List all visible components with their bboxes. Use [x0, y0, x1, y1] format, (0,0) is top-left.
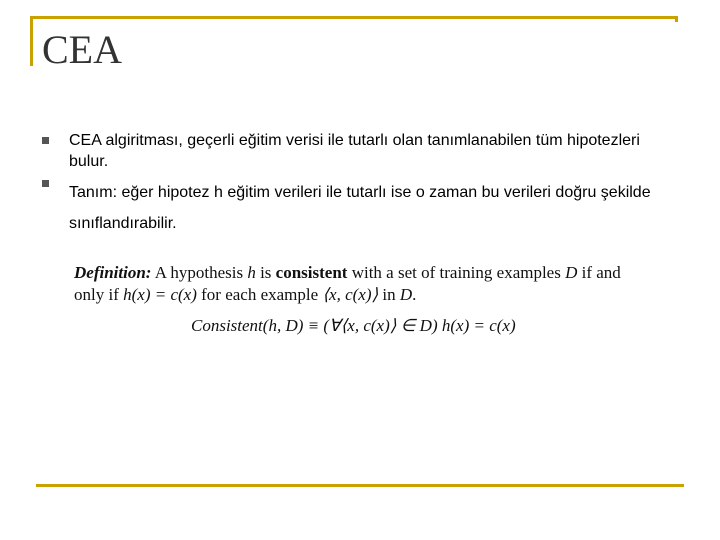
- definition-text: if and: [577, 263, 621, 282]
- formula-text: Consistent(h, D) ≡ (∀⟨x, c(x)⟩ ∈ D) h(x) = c(x): [191, 316, 516, 335]
- definition-line-2: [74, 284, 654, 306]
- bullet-list: [40, 130, 680, 239]
- definition-text: is: [255, 263, 276, 282]
- frame-top-line: [30, 16, 678, 19]
- definition-keyword: consistent: [275, 263, 348, 282]
- definition-text: .: [412, 285, 417, 304]
- definition-text: for each example: [196, 285, 323, 304]
- definition-text: in: [378, 285, 400, 304]
- definition-text: A hypothesis: [151, 263, 248, 282]
- bullet-text: CEA algiritması, geçerli eğitim verisi ile tutarlı olan tanımlanabilen tüm hipotezleri bulur.: [69, 132, 640, 170]
- bullet-item: [40, 130, 680, 172]
- variable-d: D: [565, 263, 578, 282]
- condition-expression: h(x) = c(x): [123, 285, 197, 304]
- square-bullet-icon: [42, 137, 49, 144]
- slide-title: CEA: [42, 27, 122, 72]
- bullet-item: [40, 177, 680, 239]
- frame-bottom-line: [36, 484, 684, 487]
- frame-left-line: [30, 16, 33, 66]
- variable-h: h: [247, 263, 256, 282]
- definition-text: with a set of training examples: [347, 263, 566, 282]
- definition-image: [74, 262, 654, 337]
- square-bullet-icon: [42, 180, 49, 187]
- consistency-formula: [74, 315, 654, 337]
- frame-right-line: [675, 16, 678, 22]
- definition-line-1: [74, 262, 654, 284]
- example-expression: ⟨x, c(x)⟩: [322, 285, 379, 304]
- bullet-text: Tanım: eğer hipotez h eğitim verileri ile tutarlı ise o zaman bu verileri doğru şekilde sınıflandırabilir.: [69, 184, 651, 232]
- definition-label: Definition:: [74, 263, 152, 282]
- variable-d: D: [399, 285, 413, 304]
- definition-text: only if: [74, 285, 124, 304]
